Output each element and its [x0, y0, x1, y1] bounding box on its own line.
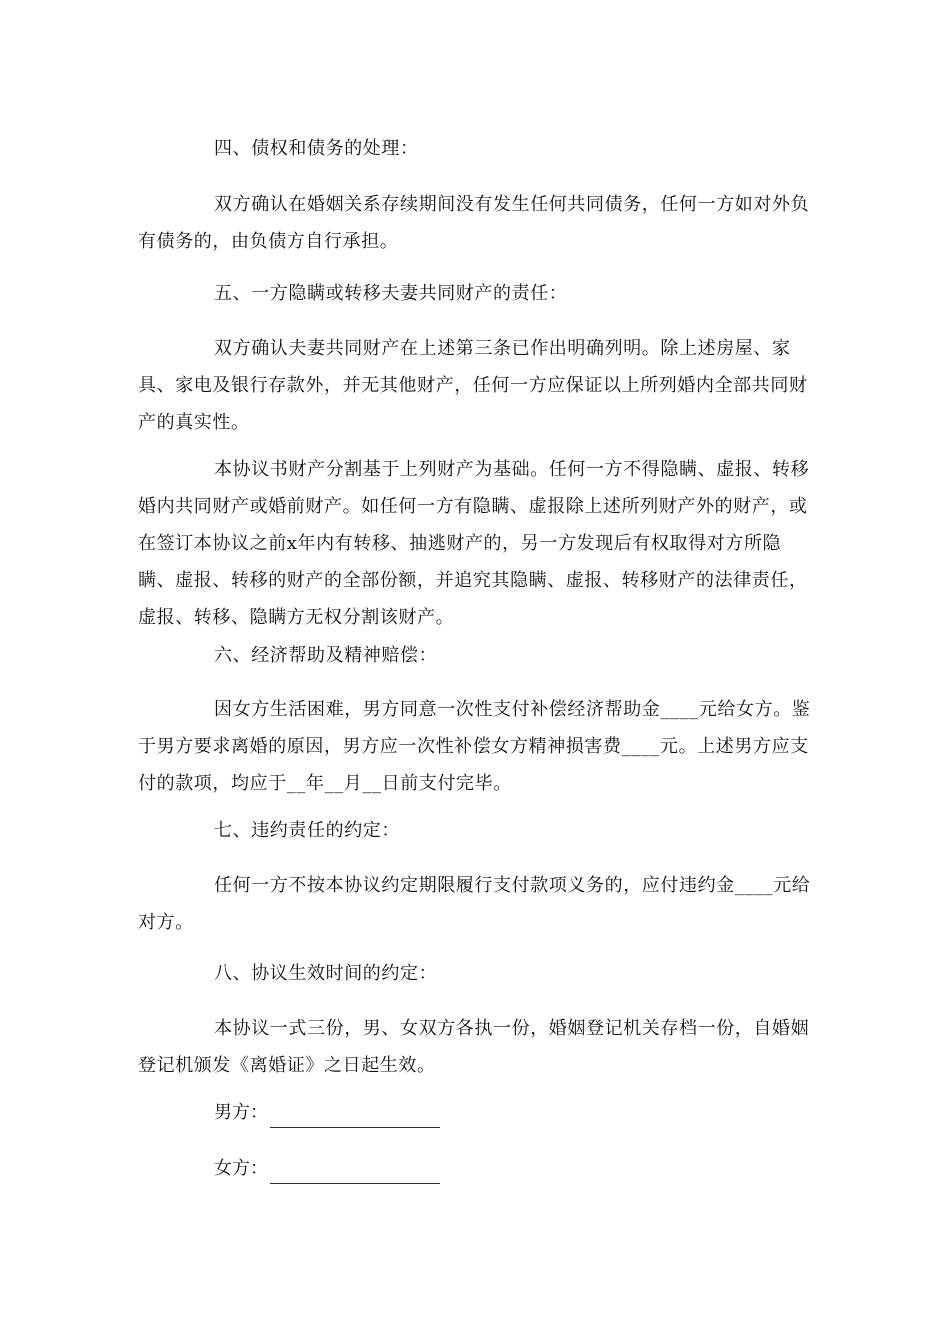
section-5-paragraph-2: 本协议书财产分割基于上列财产为基础。任何一方不得隐瞒、虚报、转移婚内共同财产或婚前财产。如任何一方有隐瞒、虚报除上述所列财产外的财产，或在签订本协议之前x年内有转移、抽逃财产的，另一方发现后有权取得对方所隐瞒、虚报、转移的财产的全部份额，并追究其隐瞒、虚报、转移财产的法律责任，虚报、转移、隐瞒方无权分割该财产。 [138, 459, 810, 628]
section-4-heading: 四、债权和债务的处理： [214, 138, 419, 159]
section-7-paragraph: 任何一方不按本协议约定期限履行支付款项义务的，应付违约金____元给对方。 [138, 875, 811, 933]
female-signature-label: 女方： [214, 1158, 268, 1179]
section-6-heading: 六、经济帮助及精神赔偿： [214, 645, 438, 666]
section-8-heading: 八、协议生效时间的约定： [214, 963, 438, 984]
male-signature-row [214, 1098, 440, 1128]
section-5-paragraph-1: 双方确认夫妻共同财产在上述第三条已作出明确列明。除上述房屋、家具、家电及银行存款外，并无其他财产，任何一方应保证以上所列婚内全部共同财产的真实性。 [138, 338, 808, 433]
male-signature-label: 男方： [214, 1102, 268, 1123]
female-signature-line [270, 1159, 440, 1184]
section-6-paragraph: 因女方生活困难，男方同意一次性支付补偿经济帮助金____元给女方。鉴于男方要求离婚的原因，男方应一次性补偿女方精神损害费____元。上述男方应支付的款项，均应于__年__月__日前支付完毕。 [138, 699, 811, 794]
section-8-paragraph: 本协议一式三份，男、女双方各执一份，婚姻登记机关存档一份，自婚姻登记机颁发《离婚证》之日起生效。 [138, 1018, 810, 1076]
section-5-heading: 五、一方隐瞒或转移夫妻共同财产的责任： [214, 283, 568, 304]
male-signature-line [270, 1103, 440, 1128]
section-4-paragraph: 双方确认在婚姻关系存续期间没有发生任何共同债务，任何一方如对外负有债务的，由负债方自行承担。 [138, 194, 810, 252]
female-signature-row [214, 1154, 440, 1184]
section-7-heading: 七、违约责任的约定： [214, 820, 400, 841]
